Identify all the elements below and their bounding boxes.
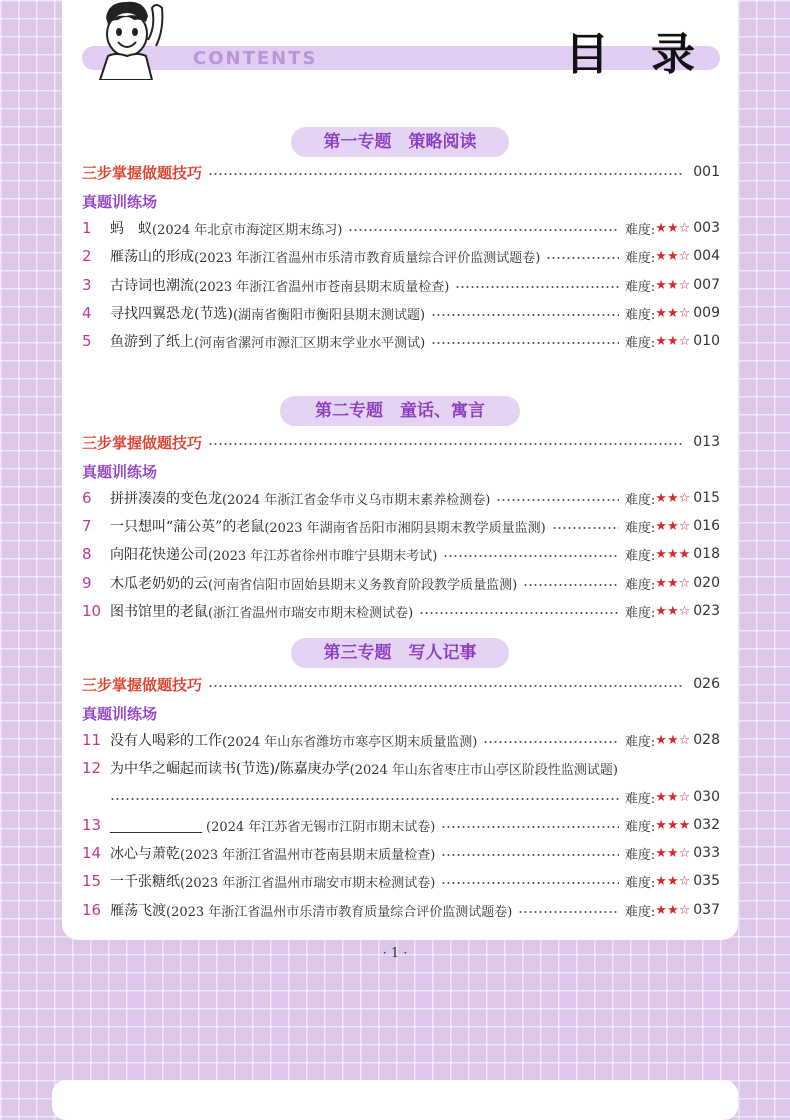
boy-mascot-icon — [86, 0, 182, 80]
entry-title: 雁荡山的形成 — [110, 249, 194, 265]
leader-dots — [496, 499, 619, 501]
entry-title: 寻找四翼恐龙(节选) — [110, 306, 233, 322]
difficulty-label: 难度: — [624, 875, 656, 891]
entry-number: 15 — [82, 872, 102, 890]
leader-dots — [208, 685, 684, 687]
chapter-2-tips-row[interactable] — [82, 430, 720, 454]
entry-title: 蚂 蚁 — [110, 221, 152, 237]
toc-entry[interactable] — [82, 728, 720, 752]
leader-dots — [431, 314, 619, 316]
blank-title-line — [110, 818, 202, 833]
page-number: 030 — [693, 789, 720, 805]
difficulty-stars: ★★☆ — [655, 248, 691, 264]
chapter-2-practice-heading: 真题训练场 — [82, 463, 158, 481]
entry-title: 雁荡飞渡 — [110, 903, 166, 919]
chapter-2-heading: 第二专题 童话、寓言 — [280, 396, 520, 426]
entry-source: (2023 年湖南省岳阳市湘阴县期末教学质量监测) — [264, 520, 546, 536]
toc-entry[interactable] — [82, 273, 720, 297]
toc-entry[interactable] — [82, 571, 720, 595]
entry-source: (2023 年浙江省温州市乐清市教育质量综合评价监测试题卷) — [194, 250, 541, 266]
entry-title: 没有人喝彩的工作 — [110, 733, 222, 749]
leader-dots — [348, 229, 619, 231]
chapter-1-tips-row[interactable] — [82, 160, 720, 184]
entry-title: 鱼游到了纸上 — [110, 334, 194, 350]
difficulty-label: 难度: — [624, 791, 656, 807]
difficulty-label: 难度: — [624, 520, 656, 536]
toc-entry[interactable] — [82, 486, 720, 510]
chapter-1-heading: 第一专题 策略阅读 — [291, 127, 509, 157]
toc-entry[interactable] — [82, 244, 720, 268]
leader-dots — [441, 854, 619, 856]
toc-entry[interactable] — [82, 756, 720, 780]
chapter-3-heading: 第三专题 写人记事 — [291, 638, 509, 668]
entry-source: (2023 年江苏省徐州市睢宁县期末考试) — [208, 548, 438, 564]
toc-entry[interactable] — [82, 898, 720, 922]
toc-entry[interactable] — [82, 329, 720, 353]
chapter-1-practice-heading: 真题训练场 — [82, 193, 158, 211]
difficulty-stars: ★★☆ — [655, 220, 691, 236]
leader-dots — [523, 584, 619, 586]
page-number: 004 — [693, 248, 720, 264]
difficulty-stars: ★★☆ — [655, 902, 691, 918]
entry-source: (2024 年浙江省金华市义乌市期末素养检测卷) — [222, 492, 491, 508]
difficulty-label: 难度: — [624, 819, 656, 835]
difficulty-label: 难度: — [624, 904, 656, 920]
page-number: 026 — [693, 676, 720, 692]
page-number: 016 — [693, 518, 720, 534]
page-number: 010 — [693, 333, 720, 349]
entry-source: (2024 年山东省潍坊市寒亭区期末质量监测) — [222, 734, 478, 750]
difficulty-label: 难度: — [624, 222, 656, 238]
entry-source: (2024 年江苏省无锡市江阴市期末试卷) — [206, 819, 436, 835]
entry-title: 图书馆里的老鼠 — [110, 604, 208, 620]
leader-dots — [110, 798, 619, 800]
toc-entry[interactable] — [82, 514, 720, 538]
difficulty-stars: ★★☆ — [655, 603, 691, 619]
leader-dots — [419, 612, 619, 614]
page-number: 009 — [693, 305, 720, 321]
leader-dots — [431, 342, 619, 344]
page-number: 007 — [693, 277, 720, 293]
difficulty-stars: ★★☆ — [655, 789, 691, 805]
entry-title: 向阳花快递公司 — [110, 547, 208, 563]
difficulty-label: 难度: — [624, 847, 656, 863]
entry-number: 11 — [82, 731, 102, 749]
tips-label: 三步掌握做题技巧 — [82, 433, 203, 452]
toc-entry[interactable] — [82, 216, 720, 240]
contents-label: CONTENTS — [193, 48, 318, 69]
difficulty-label: 难度: — [624, 492, 656, 508]
entry-number: 7 — [82, 517, 92, 535]
entry-number: 8 — [82, 545, 92, 563]
entry-number: 1 — [82, 219, 92, 237]
difficulty-stars: ★★★ — [655, 546, 691, 562]
entry-number: 12 — [82, 759, 102, 777]
entry-source: (2023 年浙江省温州市苍南县期末质量检查) — [194, 279, 450, 295]
page-number: 037 — [693, 902, 720, 918]
leader-dots — [443, 555, 619, 557]
toc-entry-continuation[interactable] — [110, 785, 720, 809]
toc-entry[interactable] — [82, 813, 720, 837]
entry-source: (2024 年山东省枣庄市山亭区阶段性监测试题) — [349, 762, 619, 778]
toc-entry[interactable] — [82, 542, 720, 566]
entry-number: 10 — [82, 602, 102, 620]
page-number: 035 — [693, 873, 720, 889]
difficulty-stars: ★★☆ — [655, 845, 691, 861]
leader-dots — [208, 173, 684, 175]
entry-title: 拼拼凑凑的变色龙 — [110, 491, 222, 507]
page-number: 032 — [693, 817, 720, 833]
entry-number: 13 — [82, 816, 102, 834]
difficulty-label: 难度: — [624, 279, 656, 295]
entry-source: (湖南省衡阳市衡阳县期末测试题) — [232, 307, 426, 323]
page-number: 020 — [693, 575, 720, 591]
toc-entry[interactable] — [82, 869, 720, 893]
entry-number: 14 — [82, 844, 102, 862]
footer-page-number: · 1 · — [382, 946, 408, 961]
difficulty-label: 难度: — [624, 548, 656, 564]
entry-title: 一千张糖纸 — [110, 874, 180, 890]
entry-number: 6 — [82, 489, 92, 507]
tips-label: 三步掌握做题技巧 — [82, 675, 203, 694]
difficulty-stars: ★★☆ — [655, 277, 691, 293]
entry-source: (浙江省温州市瑞安市期末检测试卷) — [208, 605, 414, 621]
page-number: 018 — [693, 546, 720, 562]
entry-source: (2023 年浙江省温州市苍南县期末质量检查) — [180, 847, 436, 863]
page-number: 001 — [693, 164, 720, 180]
entry-source: (河南省漯河市源汇区期末学业水平测试) — [194, 335, 426, 351]
difficulty-label: 难度: — [624, 335, 656, 351]
leader-dots — [552, 527, 619, 529]
next-card-edge — [52, 1080, 738, 1120]
entry-number: 4 — [82, 304, 92, 322]
page-number: 033 — [693, 845, 720, 861]
leader-dots — [483, 741, 619, 743]
entry-number: 5 — [82, 332, 92, 350]
difficulty-stars: ★★☆ — [655, 305, 691, 321]
entry-source: (2023 年浙江省温州市瑞安市期末检测试卷) — [180, 875, 436, 891]
entry-title: 古诗词也潮流 — [110, 278, 194, 294]
toc-entry[interactable] — [82, 301, 720, 325]
toc-entry[interactable] — [82, 841, 720, 865]
difficulty-label: 难度: — [624, 250, 656, 266]
difficulty-stars: ★★★ — [655, 817, 691, 833]
difficulty-stars: ★★☆ — [655, 333, 691, 349]
entry-number: 3 — [82, 276, 92, 294]
entry-number: 16 — [82, 901, 102, 919]
entry-source: (河南省信阳市固始县期末义务教育阶段教学质量监测) — [208, 577, 518, 593]
page-number: 023 — [693, 603, 720, 619]
leader-dots — [441, 882, 619, 884]
difficulty-label: 难度: — [624, 605, 656, 621]
difficulty-stars: ★★☆ — [655, 518, 691, 534]
entry-number: 2 — [82, 247, 92, 265]
entry-title: 为中华之崛起而读书(节选)/陈嘉庚办学 — [110, 761, 350, 777]
tips-label: 三步掌握做题技巧 — [82, 163, 203, 182]
difficulty-label: 难度: — [624, 734, 656, 750]
page-number: 003 — [693, 220, 720, 236]
page-title: 目录 — [565, 29, 737, 80]
difficulty-stars: ★★☆ — [655, 575, 691, 591]
chapter-3-practice-heading: 真题训练场 — [82, 705, 158, 723]
leader-dots — [208, 443, 684, 445]
difficulty-label: 难度: — [624, 307, 656, 323]
leader-dots — [455, 286, 619, 288]
leader-dots — [546, 257, 619, 259]
entry-title: 一只想叫“蒲公英”的老鼠 — [110, 519, 265, 535]
entry-source: (2023 年浙江省温州市乐清市教育质量综合评价监测试题卷) — [166, 904, 513, 920]
toc-entry[interactable] — [82, 599, 720, 623]
entry-source: (2024 年北京市海淀区期末练习) — [152, 222, 343, 238]
page-number: 013 — [693, 434, 720, 450]
difficulty-stars: ★★☆ — [655, 490, 691, 506]
difficulty-stars: ★★☆ — [655, 732, 691, 748]
page-number: 015 — [693, 490, 720, 506]
entry-title: 冰心与萧乾 — [110, 846, 180, 862]
entry-title: 木瓜老奶奶的云 — [110, 576, 208, 592]
difficulty-label: 难度: — [624, 577, 656, 593]
difficulty-stars: ★★☆ — [655, 873, 691, 889]
chapter-3-tips-row[interactable] — [82, 672, 720, 696]
leader-dots — [518, 911, 619, 913]
entry-number: 9 — [82, 574, 92, 592]
page-number: 028 — [693, 732, 720, 748]
leader-dots — [441, 826, 619, 828]
